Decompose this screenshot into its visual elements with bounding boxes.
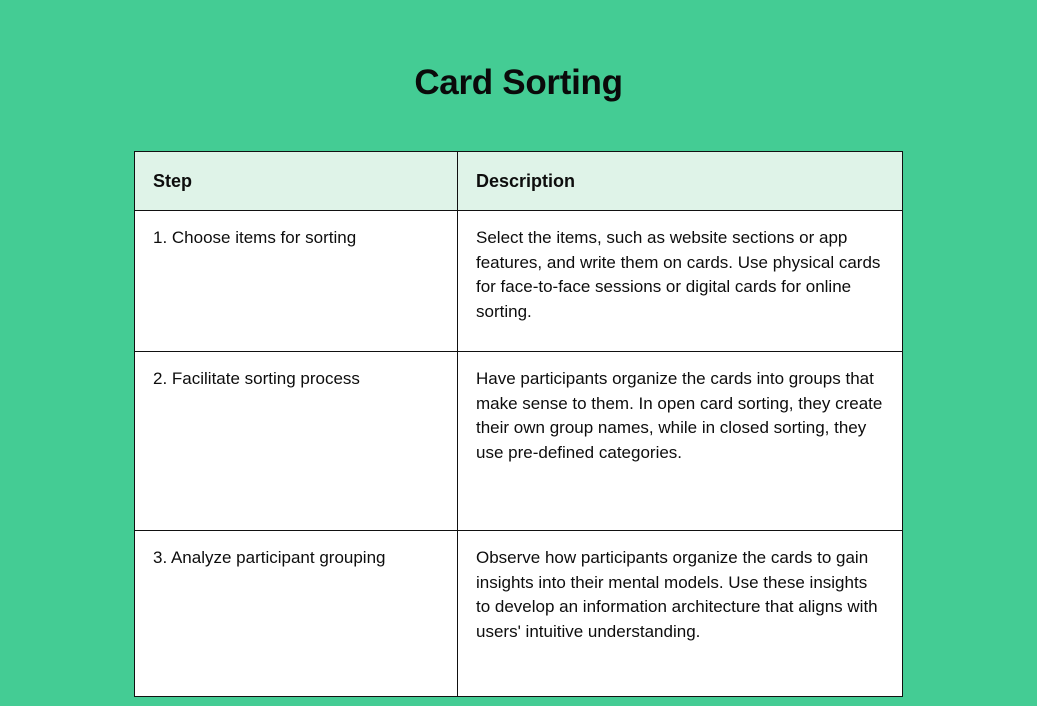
column-header-step: Step bbox=[135, 152, 458, 211]
cell-step: 1. Choose items for sorting bbox=[135, 211, 458, 352]
cell-description: Select the items, such as website sections or app features, and write them on cards. Use physical cards for face-to-face sessions or digital cards for online sorting. bbox=[458, 211, 903, 352]
card-sorting-table-container bbox=[134, 151, 902, 697]
table-row bbox=[135, 531, 903, 697]
card-sorting-table bbox=[134, 151, 903, 697]
table-header-row bbox=[135, 152, 903, 211]
table-row bbox=[135, 211, 903, 352]
cell-description: Have participants organize the cards into groups that make sense to them. In open card sorting, they create their own group names, while in closed sorting, they use pre-defined categories. bbox=[458, 352, 903, 531]
column-header-description: Description bbox=[458, 152, 903, 211]
table-row bbox=[135, 352, 903, 531]
cell-step: 2. Facilitate sorting process bbox=[135, 352, 458, 531]
cell-description: Observe how participants organize the cards to gain insights into their mental models. Use these insights to develop an information architecture that aligns with users' intuitive understanding. bbox=[458, 531, 903, 697]
cell-step: 3. Analyze participant grouping bbox=[135, 531, 458, 697]
table-body bbox=[135, 211, 903, 697]
page-title: Card Sorting bbox=[414, 63, 623, 102]
table-header bbox=[135, 152, 903, 211]
